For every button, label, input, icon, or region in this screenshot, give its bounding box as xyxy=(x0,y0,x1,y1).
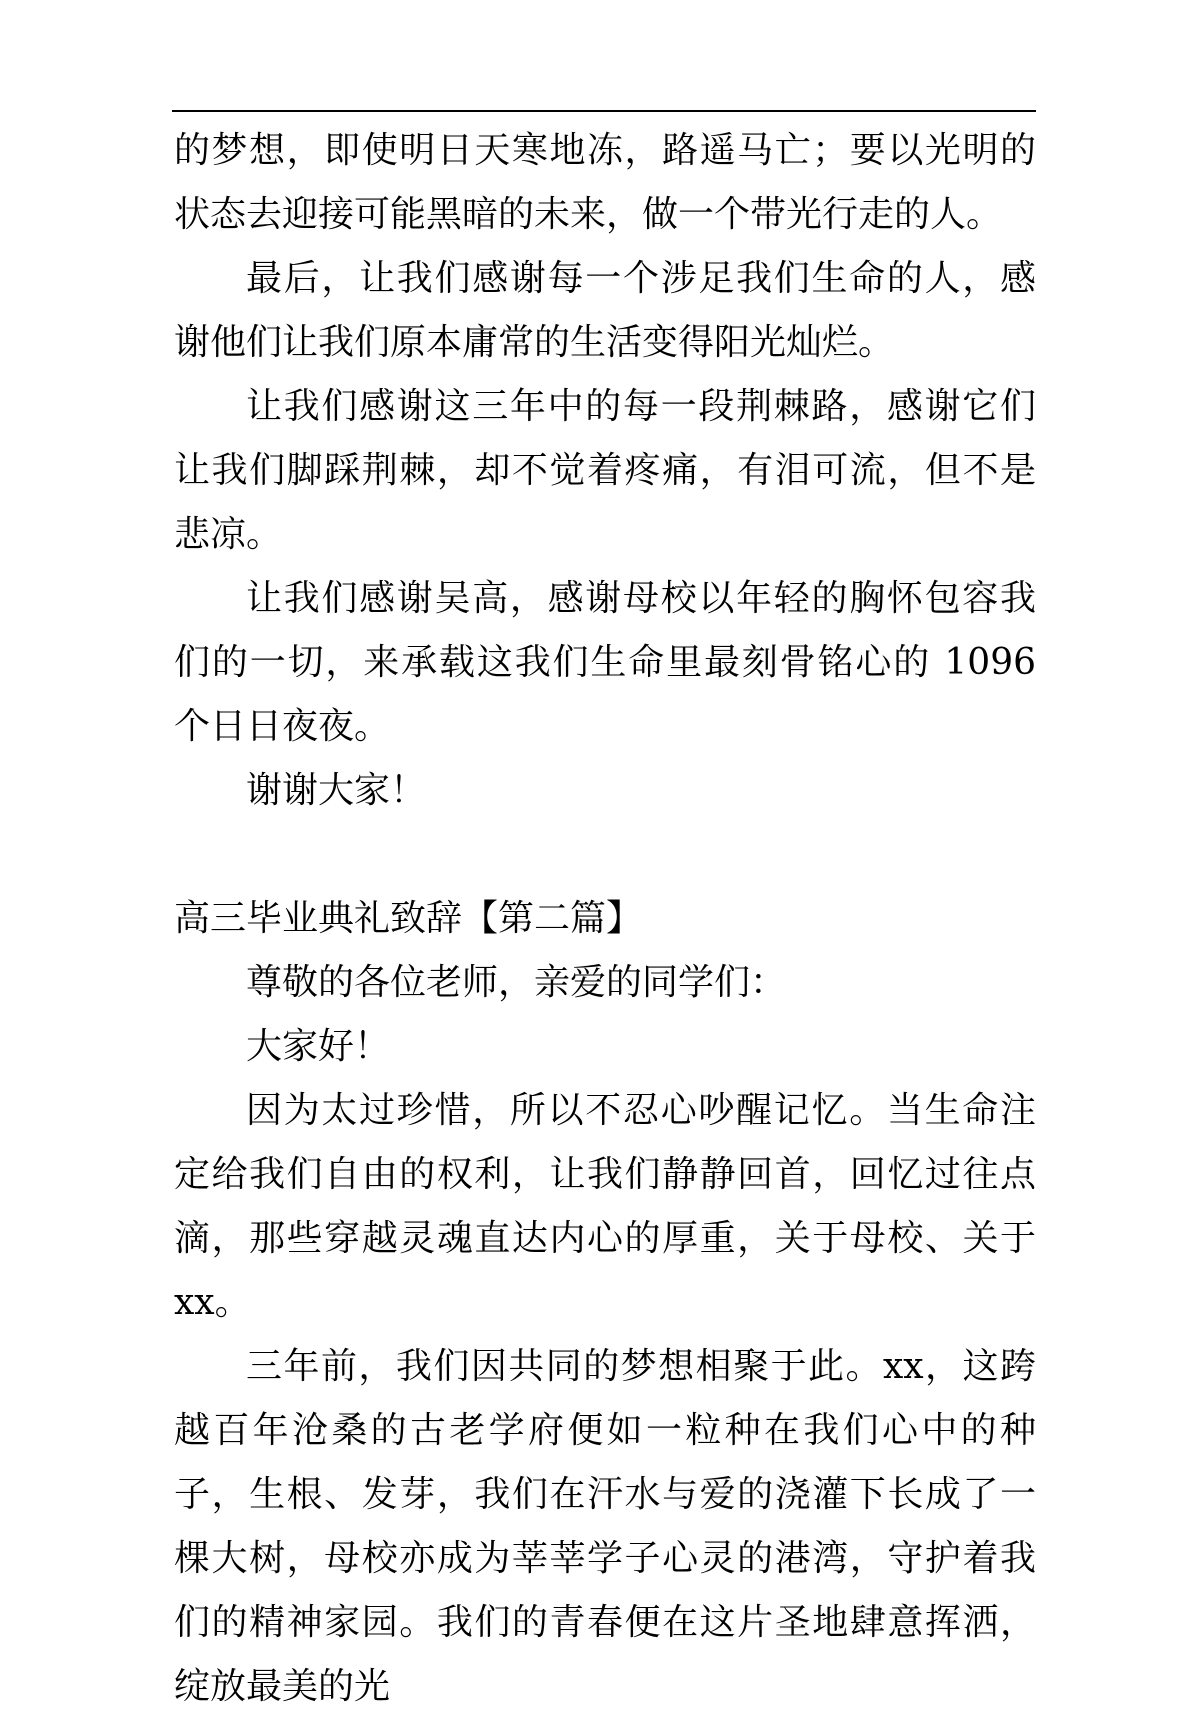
paragraph-thanks-people: 最后，让我们感谢每一个涉足我们生命的人，感谢他们让我们原本庸常的生活变得阳光灿烂。 xyxy=(174,258,1036,363)
document-body xyxy=(174,119,1036,1719)
paragraph-memory: 因为太过珍惜，所以不忍心吵醒记忆。当生命注定给我们自由的权利，让我们静静回首，回忆过往点滴，那些穿越灵魂直达内心的厚重，关于母校、关于 xx。 xyxy=(174,1090,1036,1323)
paragraph-greeting: 大家好！ xyxy=(246,1026,391,1067)
paragraph-continuation: 的梦想，即使明日天寒地冻，路遥马亡；要以光明的状态去迎接可能黑暗的未来，做一个带光行走的人。 xyxy=(174,130,1036,235)
paragraph-salutation: 尊敬的各位老师，亲爱的同学们： xyxy=(246,962,787,1003)
section-heading: 高三毕业典礼致辞【第二篇】 xyxy=(174,898,643,939)
header-rule xyxy=(172,110,1036,112)
paragraph-closing: 谢谢大家！ xyxy=(246,770,427,811)
paragraph-thanks-thorns: 让我们感谢这三年中的每一段荆棘路，感谢它们让我们脚踩荆棘，却不觉着疼痛，有泪可流，但不是悲凉。 xyxy=(174,386,1036,555)
paragraph-thanks-school: 让我们感谢吴高，感谢母校以年轻的胸怀包容我们的一切，来承载这我们生命里最刻骨铭心的 1096 个日日夜夜。 xyxy=(174,578,1036,747)
paragraph-three-years: 三年前，我们因共同的梦想相聚于此。xx，这跨越百年沧桑的古老学府便如一粒种在我们心中的种子，生根、发芽，我们在汗水与爱的浇灌下长成了一棵大树，母校亦成为莘莘学子心灵的港湾，守护着我们的精神家园。我们的青春便在这片圣地肆意挥洒，绽放最美的光 xyxy=(174,1346,1036,1707)
